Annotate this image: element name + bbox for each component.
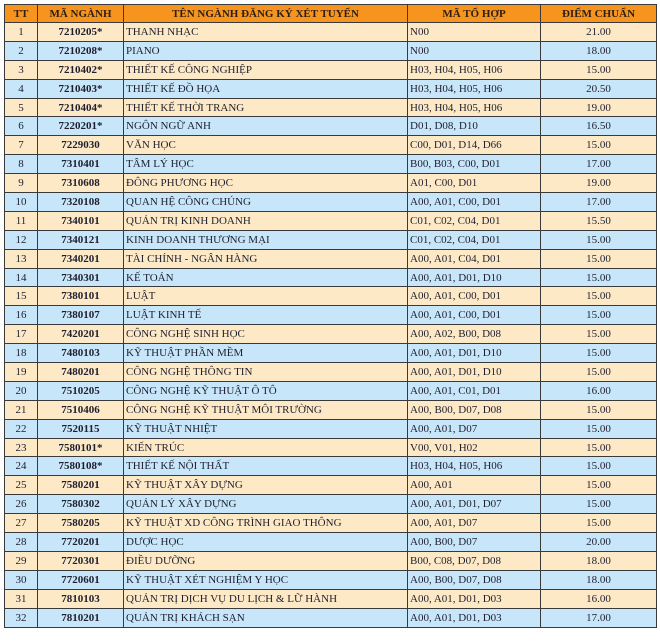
major-name-cell: VĂN HỌC xyxy=(124,136,408,155)
subject-combination-cell: A00, A01, C01, D01 xyxy=(408,381,541,400)
cutoff-score-cell: 16.50 xyxy=(541,117,657,136)
row-number-cell: 9 xyxy=(5,174,38,193)
subject-combination-cell: H03, H04, H05, H06 xyxy=(408,79,541,98)
cutoff-score-cell: 15.00 xyxy=(541,268,657,287)
row-number-cell: 12 xyxy=(5,230,38,249)
major-name-cell: LUẬT KINH TẾ xyxy=(124,306,408,325)
row-number-cell: 5 xyxy=(5,98,38,117)
cutoff-score-cell: 15.00 xyxy=(541,438,657,457)
major-name-cell: NGÔN NGỮ ANH xyxy=(124,117,408,136)
table-row xyxy=(5,60,657,79)
row-number-cell: 23 xyxy=(5,438,38,457)
cutoff-score-cell: 15.00 xyxy=(541,363,657,382)
table-row xyxy=(5,41,657,60)
row-number-cell: 3 xyxy=(5,60,38,79)
row-number-cell: 24 xyxy=(5,457,38,476)
table-row xyxy=(5,230,657,249)
table-row xyxy=(5,211,657,230)
major-code-cell: 7310401 xyxy=(38,155,124,174)
subject-combination-cell: A00, A01, D01, D10 xyxy=(408,268,541,287)
major-name-cell: QUẢN TRỊ KINH DOANH xyxy=(124,211,408,230)
table-row xyxy=(5,476,657,495)
major-code-cell: 7229030 xyxy=(38,136,124,155)
cutoff-score-cell: 20.00 xyxy=(541,533,657,552)
cutoff-score-cell: 15.50 xyxy=(541,211,657,230)
cutoff-score-cell: 15.00 xyxy=(541,249,657,268)
row-number-cell: 29 xyxy=(5,551,38,570)
table-row xyxy=(5,325,657,344)
table-row xyxy=(5,249,657,268)
row-number-cell: 16 xyxy=(5,306,38,325)
cutoff-score-cell: 15.00 xyxy=(541,514,657,533)
header-name: TÊN NGÀNH ĐĂNG KÝ XÉT TUYỂN xyxy=(124,5,408,23)
major-code-cell: 7480201 xyxy=(38,363,124,382)
table-row xyxy=(5,268,657,287)
subject-combination-cell: A00, A02, B00, D08 xyxy=(408,325,541,344)
subject-combination-cell: V00, V01, H02 xyxy=(408,438,541,457)
table-row xyxy=(5,495,657,514)
table-row xyxy=(5,608,657,627)
major-name-cell: KIẾN TRÚC xyxy=(124,438,408,457)
major-code-cell: 7210404* xyxy=(38,98,124,117)
major-code-cell: 7480103 xyxy=(38,344,124,363)
row-number-cell: 4 xyxy=(5,79,38,98)
major-code-cell: 7580108* xyxy=(38,457,124,476)
cutoff-score-cell: 15.00 xyxy=(541,325,657,344)
cutoff-score-cell: 15.00 xyxy=(541,457,657,476)
major-name-cell: KINH DOANH THƯƠNG MẠI xyxy=(124,230,408,249)
subject-combination-cell: A00, B00, D07, D08 xyxy=(408,400,541,419)
cutoff-score-cell: 15.00 xyxy=(541,400,657,419)
major-name-cell: THANH NHẠC xyxy=(124,23,408,42)
row-number-cell: 13 xyxy=(5,249,38,268)
table-row xyxy=(5,438,657,457)
table-row xyxy=(5,457,657,476)
subject-combination-cell: A00, A01, D01, D10 xyxy=(408,363,541,382)
major-code-cell: 7720201 xyxy=(38,533,124,552)
subject-combination-cell: N00 xyxy=(408,41,541,60)
major-name-cell: QUẢN TRỊ DỊCH VỤ DU LỊCH & LỮ HÀNH xyxy=(124,589,408,608)
table-row xyxy=(5,400,657,419)
subject-combination-cell: A00, A01, C00, D01 xyxy=(408,306,541,325)
table-body xyxy=(5,23,657,628)
major-code-cell: 7580201 xyxy=(38,476,124,495)
row-number-cell: 15 xyxy=(5,287,38,306)
admission-scores-table xyxy=(4,4,657,628)
major-code-cell: 7510205 xyxy=(38,381,124,400)
subject-combination-cell: A00, A01, C00, D01 xyxy=(408,193,541,212)
table-row xyxy=(5,551,657,570)
subject-combination-cell: A00, A01, C00, D01 xyxy=(408,287,541,306)
cutoff-score-cell: 19.00 xyxy=(541,98,657,117)
major-code-cell: 7210205* xyxy=(38,23,124,42)
row-number-cell: 17 xyxy=(5,325,38,344)
major-name-cell: ĐIỀU DƯỠNG xyxy=(124,551,408,570)
table-row xyxy=(5,570,657,589)
major-name-cell: LUẬT xyxy=(124,287,408,306)
major-name-cell: DƯỢC HỌC xyxy=(124,533,408,552)
subject-combination-cell: A01, C00, D01 xyxy=(408,174,541,193)
major-code-cell: 7210403* xyxy=(38,79,124,98)
table-row xyxy=(5,98,657,117)
header-combo: MÃ TỔ HỢP xyxy=(408,5,541,23)
subject-combination-cell: A00, A01, C04, D01 xyxy=(408,249,541,268)
table-row xyxy=(5,193,657,212)
major-code-cell: 7520115 xyxy=(38,419,124,438)
cutoff-score-cell: 16.00 xyxy=(541,381,657,400)
table-row xyxy=(5,533,657,552)
row-number-cell: 26 xyxy=(5,495,38,514)
major-code-cell: 7580302 xyxy=(38,495,124,514)
cutoff-score-cell: 19.00 xyxy=(541,174,657,193)
major-name-cell: KẾ TOÁN xyxy=(124,268,408,287)
major-code-cell: 7340101 xyxy=(38,211,124,230)
table-row xyxy=(5,287,657,306)
major-name-cell: QUẢN TRỊ KHÁCH SẠN xyxy=(124,608,408,627)
table-header xyxy=(5,5,657,23)
subject-combination-cell: A00, A01, D07 xyxy=(408,419,541,438)
major-code-cell: 7420201 xyxy=(38,325,124,344)
subject-combination-cell: A00, B00, D07 xyxy=(408,533,541,552)
subject-combination-cell: N00 xyxy=(408,23,541,42)
header-score: ĐIỂM CHUẨN xyxy=(541,5,657,23)
table-row xyxy=(5,155,657,174)
major-code-cell: 7340301 xyxy=(38,268,124,287)
row-number-cell: 2 xyxy=(5,41,38,60)
major-code-cell: 7720301 xyxy=(38,551,124,570)
major-name-cell: THIẾT KẾ CÔNG NGHIỆP xyxy=(124,60,408,79)
major-name-cell: TÀI CHÍNH - NGÂN HÀNG xyxy=(124,249,408,268)
cutoff-score-cell: 15.00 xyxy=(541,60,657,79)
cutoff-score-cell: 16.00 xyxy=(541,589,657,608)
table-row xyxy=(5,174,657,193)
table-row xyxy=(5,79,657,98)
row-number-cell: 7 xyxy=(5,136,38,155)
header-code: MÃ NGÀNH xyxy=(38,5,124,23)
cutoff-score-cell: 17.00 xyxy=(541,155,657,174)
cutoff-score-cell: 15.00 xyxy=(541,306,657,325)
major-name-cell: THIẾT KẾ ĐỒ HỌA xyxy=(124,79,408,98)
cutoff-score-cell: 18.00 xyxy=(541,41,657,60)
table-row xyxy=(5,136,657,155)
header-row xyxy=(5,5,657,23)
major-code-cell: 7580205 xyxy=(38,514,124,533)
major-code-cell: 7210208* xyxy=(38,41,124,60)
major-code-cell: 7320108 xyxy=(38,193,124,212)
subject-combination-cell: A00, A01, D07 xyxy=(408,514,541,533)
major-code-cell: 7810103 xyxy=(38,589,124,608)
cutoff-score-cell: 15.00 xyxy=(541,419,657,438)
cutoff-score-cell: 15.00 xyxy=(541,344,657,363)
major-code-cell: 7220201* xyxy=(38,117,124,136)
major-name-cell: THIẾT KẾ THỜI TRANG xyxy=(124,98,408,117)
major-name-cell: KỸ THUẬT XÂY DỰNG xyxy=(124,476,408,495)
row-number-cell: 6 xyxy=(5,117,38,136)
subject-combination-cell: A00, A01, D01, D03 xyxy=(408,589,541,608)
row-number-cell: 30 xyxy=(5,570,38,589)
table-row xyxy=(5,363,657,382)
header-tt: TT xyxy=(5,5,38,23)
table-row xyxy=(5,419,657,438)
major-code-cell: 7810201 xyxy=(38,608,124,627)
major-name-cell: CÔNG NGHỆ KỸ THUẬT MÔI TRƯỜNG xyxy=(124,400,408,419)
cutoff-score-cell: 20.50 xyxy=(541,79,657,98)
table-row xyxy=(5,23,657,42)
subject-combination-cell: B00, B03, C00, D01 xyxy=(408,155,541,174)
subject-combination-cell: C01, C02, C04, D01 xyxy=(408,211,541,230)
subject-combination-cell: H03, H04, H05, H06 xyxy=(408,60,541,79)
subject-combination-cell: H03, H04, H05, H06 xyxy=(408,457,541,476)
row-number-cell: 19 xyxy=(5,363,38,382)
major-name-cell: CÔNG NGHỆ KỸ THUẬT Ô TÔ xyxy=(124,381,408,400)
row-number-cell: 31 xyxy=(5,589,38,608)
table-row xyxy=(5,344,657,363)
major-name-cell: TÂM LÝ HỌC xyxy=(124,155,408,174)
major-name-cell: QUẢN LÝ XÂY DỰNG xyxy=(124,495,408,514)
row-number-cell: 20 xyxy=(5,381,38,400)
cutoff-score-cell: 21.00 xyxy=(541,23,657,42)
major-code-cell: 7340201 xyxy=(38,249,124,268)
table-row xyxy=(5,514,657,533)
major-code-cell: 7720601 xyxy=(38,570,124,589)
major-name-cell: THIẾT KẾ NỘI THẤT xyxy=(124,457,408,476)
major-name-cell: KỸ THUẬT XÉT NGHIỆM Y HỌC xyxy=(124,570,408,589)
subject-combination-cell: A00, A01 xyxy=(408,476,541,495)
subject-combination-cell: A00, A01, D01, D10 xyxy=(408,344,541,363)
major-code-cell: 7310608 xyxy=(38,174,124,193)
cutoff-score-cell: 17.00 xyxy=(541,193,657,212)
major-name-cell: CÔNG NGHỆ SINH HỌC xyxy=(124,325,408,344)
major-code-cell: 7580101* xyxy=(38,438,124,457)
subject-combination-cell: D01, D08, D10 xyxy=(408,117,541,136)
row-number-cell: 22 xyxy=(5,419,38,438)
major-name-cell: KỸ THUẬT NHIỆT xyxy=(124,419,408,438)
major-name-cell: KỸ THUẬT XD CÔNG TRÌNH GIAO THÔNG xyxy=(124,514,408,533)
row-number-cell: 18 xyxy=(5,344,38,363)
row-number-cell: 32 xyxy=(5,608,38,627)
cutoff-score-cell: 15.00 xyxy=(541,495,657,514)
table-row xyxy=(5,589,657,608)
row-number-cell: 28 xyxy=(5,533,38,552)
cutoff-score-cell: 18.00 xyxy=(541,551,657,570)
row-number-cell: 21 xyxy=(5,400,38,419)
table-row xyxy=(5,381,657,400)
subject-combination-cell: H03, H04, H05, H06 xyxy=(408,98,541,117)
major-code-cell: 7210402* xyxy=(38,60,124,79)
row-number-cell: 25 xyxy=(5,476,38,495)
table-row xyxy=(5,117,657,136)
row-number-cell: 27 xyxy=(5,514,38,533)
subject-combination-cell: A00, A01, D01, D07 xyxy=(408,495,541,514)
subject-combination-cell: A00, A01, D01, D03 xyxy=(408,608,541,627)
cutoff-score-cell: 15.00 xyxy=(541,287,657,306)
row-number-cell: 10 xyxy=(5,193,38,212)
cutoff-score-cell: 15.00 xyxy=(541,136,657,155)
major-code-cell: 7510406 xyxy=(38,400,124,419)
row-number-cell: 1 xyxy=(5,23,38,42)
cutoff-score-cell: 18.00 xyxy=(541,570,657,589)
subject-combination-cell: A00, B00, D07, D08 xyxy=(408,570,541,589)
subject-combination-cell: B00, C08, D07, D08 xyxy=(408,551,541,570)
table-row xyxy=(5,306,657,325)
cutoff-score-cell: 15.00 xyxy=(541,476,657,495)
row-number-cell: 14 xyxy=(5,268,38,287)
cutoff-score-cell: 15.00 xyxy=(541,230,657,249)
subject-combination-cell: C01, C02, C04, D01 xyxy=(408,230,541,249)
row-number-cell: 11 xyxy=(5,211,38,230)
cutoff-score-cell: 17.00 xyxy=(541,608,657,627)
major-name-cell: PIANO xyxy=(124,41,408,60)
major-name-cell: CÔNG NGHỆ THÔNG TIN xyxy=(124,363,408,382)
major-code-cell: 7340121 xyxy=(38,230,124,249)
major-name-cell: QUAN HỆ CÔNG CHÚNG xyxy=(124,193,408,212)
major-name-cell: KỸ THUẬT PHẦN MỀM xyxy=(124,344,408,363)
major-code-cell: 7380101 xyxy=(38,287,124,306)
row-number-cell: 8 xyxy=(5,155,38,174)
major-name-cell: ĐÔNG PHƯƠNG HỌC xyxy=(124,174,408,193)
subject-combination-cell: C00, D01, D14, D66 xyxy=(408,136,541,155)
major-code-cell: 7380107 xyxy=(38,306,124,325)
